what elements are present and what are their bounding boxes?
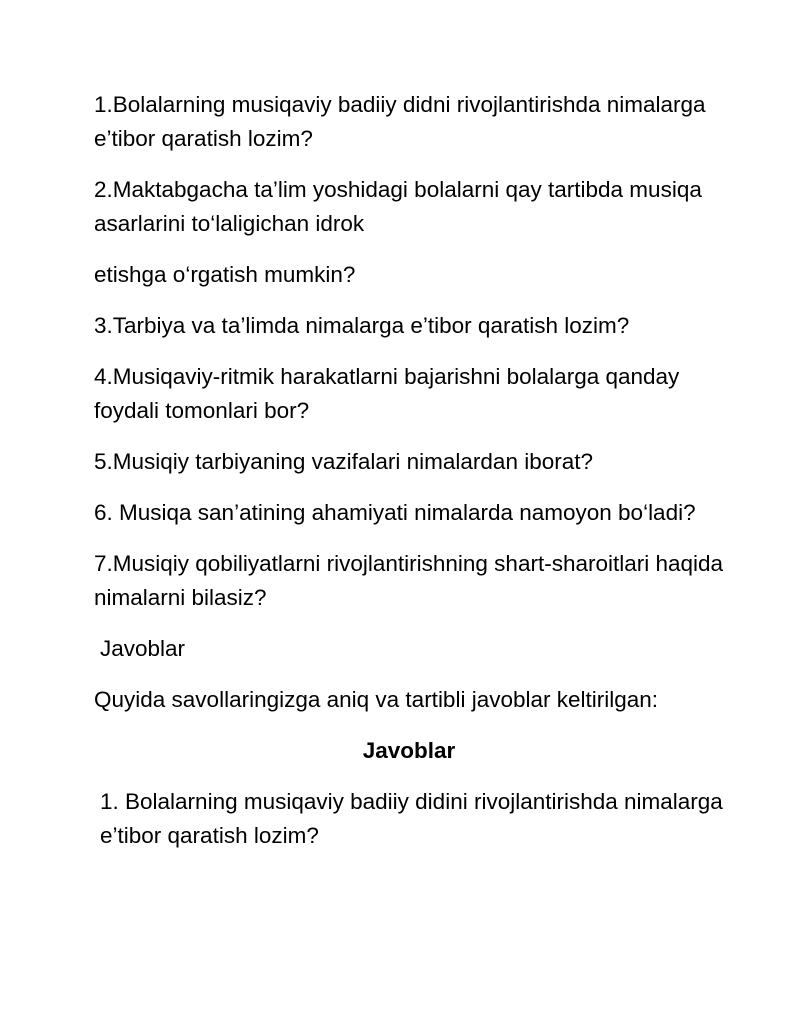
question-2: 2.Maktabgacha ta’lim yoshidagi bolalarni qay tartibda musiqa asarlarini to‘laligichan idrok xyxy=(94,177,702,236)
question-3: 3.Tarbiya va ta’limda nimalarga e’tibor qaratish lozim? xyxy=(94,313,630,338)
answer-1-question: 1. Bolalarning musiqaviy badiiy didini rivojlantirishda nimalarga e’tibor qaratish lozim? xyxy=(100,789,723,848)
document-body xyxy=(94,88,724,870)
answers-label: Javoblar xyxy=(100,636,186,661)
question-1: 1.Bolalarning musiqaviy badiiy didni rivojlantirishda nimalarga e’tibor qaratish lozim? xyxy=(94,92,706,151)
question-6: 6. Musiqa san’atining ahamiyati nimalarda namoyon bo‘ladi? xyxy=(94,500,696,525)
answers-heading: Javoblar xyxy=(362,738,456,763)
answers-intro: Quyida savollaringizga aniq va tartibli javoblar keltirilgan: xyxy=(94,687,659,712)
question-5: 5.Musiqiy tarbiyaning vazifalari nimalardan iborat? xyxy=(94,449,593,474)
question-7: 7.Musiqiy qobiliyatlarni rivojlantirishning shart-sharoitlari haqida nimalarni bilasiz? xyxy=(94,551,724,610)
question-4: 4.Musiqaviy-ritmik harakatlarni bajarishni bolalarga qanday foydali tomonlari bor? xyxy=(94,364,680,423)
question-2-continued: etishga o‘rgatish mumkin? xyxy=(94,262,356,287)
